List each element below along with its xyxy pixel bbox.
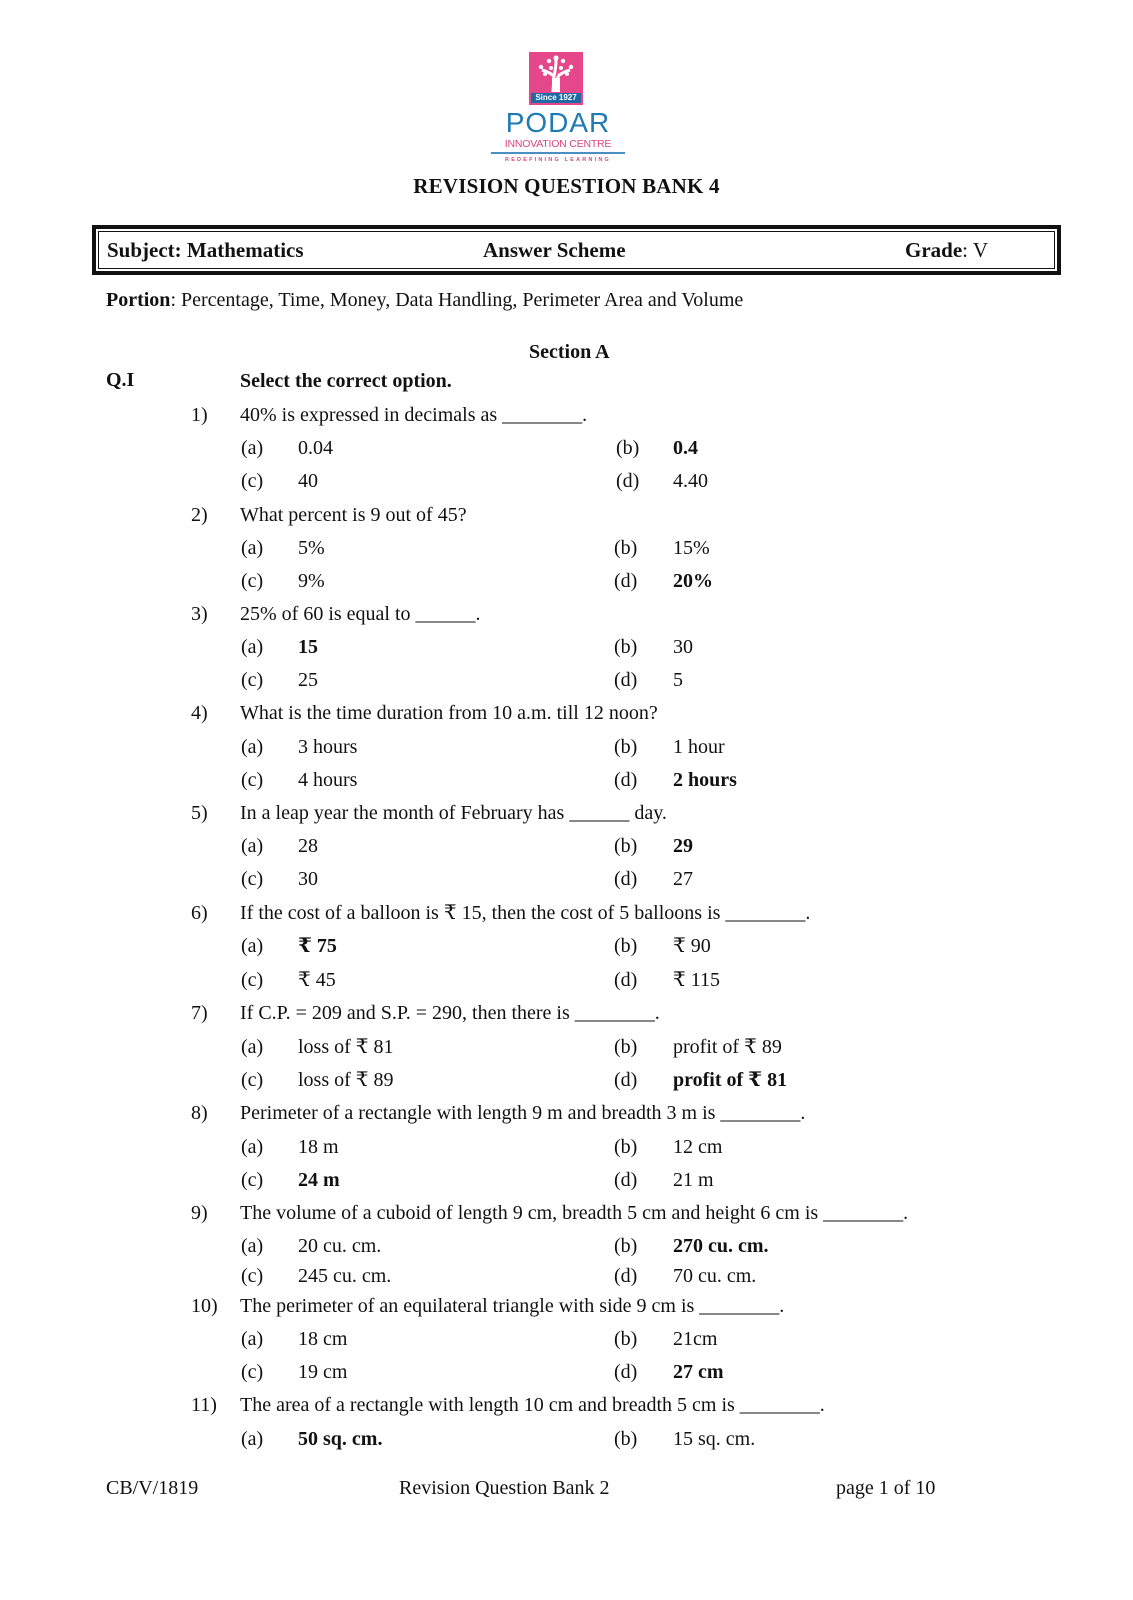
option-label: (b) <box>614 1328 638 1350</box>
option-text-correct: 2 hours <box>673 769 737 791</box>
question-text: 25% of 60 is equal to ______. <box>240 603 481 625</box>
option-label: (c) <box>241 769 264 791</box>
footer-title: Revision Question Bank 2 <box>399 1477 610 1499</box>
grade-label: Grade <box>905 238 963 262</box>
question-text: What is the time duration from 10 a.m. till 12 noon? <box>240 702 658 724</box>
option-text: 18 cm <box>298 1328 348 1350</box>
option-label: (b) <box>614 1235 638 1257</box>
question-number: 1) <box>191 404 208 426</box>
question-text: What percent is 9 out of 45? <box>240 504 467 526</box>
option-text: 25 <box>298 669 318 691</box>
question-text: If the cost of a balloon is ₹ 15, then the cost of 5 balloons is ________. <box>240 902 811 924</box>
option-label: (b) <box>614 636 638 658</box>
option-label: (d) <box>614 570 638 592</box>
option-text-correct: 29 <box>673 835 693 857</box>
option-label: (a) <box>241 935 264 957</box>
portion <box>106 289 743 312</box>
question-number: 9) <box>191 1202 208 1224</box>
option-label: (c) <box>241 1069 264 1091</box>
option-label: (b) <box>614 537 638 559</box>
page-number: page 1 of 10 <box>836 1477 936 1499</box>
question-text: In a leap year the month of February has ______ day. <box>240 802 667 824</box>
option-text: 1 hour <box>673 736 725 758</box>
option-text-correct: 15 <box>298 636 318 658</box>
option-text: 5% <box>298 537 325 559</box>
option-text: loss of ₹ 81 <box>298 1036 394 1058</box>
question-number: 10) <box>191 1295 218 1317</box>
option-label: (c) <box>241 669 264 691</box>
option-text: 15 sq. cm. <box>673 1428 756 1450</box>
option-text: 20 cu. cm. <box>298 1235 382 1257</box>
option-label: (d) <box>614 1169 638 1191</box>
option-text: 19 cm <box>298 1361 348 1383</box>
option-label: (a) <box>241 537 264 559</box>
question-number: 5) <box>191 802 208 824</box>
option-label: (c) <box>241 470 264 492</box>
option-text: 18 m <box>298 1136 339 1158</box>
answer-scheme-label: Answer Scheme <box>483 238 626 262</box>
logo-emblem <box>529 52 583 105</box>
question-text: The perimeter of an equilateral triangle with side 9 cm is ________. <box>240 1295 785 1317</box>
option-text: 21 m <box>673 1169 714 1191</box>
option-text-correct: 27 cm <box>673 1361 724 1383</box>
option-text-correct: 270 cu. cm. <box>673 1235 769 1257</box>
logo-name: PODAR <box>505 107 611 138</box>
option-text-correct: 24 m <box>298 1169 340 1191</box>
option-label: (a) <box>241 736 264 758</box>
option-text: 21cm <box>673 1328 718 1350</box>
portion-label: Portion <box>106 289 171 311</box>
logo-tagline: REDEFINING LEARNING <box>505 157 611 163</box>
option-label: (d) <box>614 1069 638 1091</box>
option-label: (d) <box>614 769 638 791</box>
option-text: ₹ 45 <box>298 969 336 991</box>
question-number: 7) <box>191 1002 208 1024</box>
option-label: (c) <box>241 1361 264 1383</box>
option-text-correct: profit of ₹ 81 <box>673 1069 788 1091</box>
option-label: (a) <box>241 1036 264 1058</box>
option-text: loss of ₹ 89 <box>298 1069 394 1091</box>
subject-label: Subject: Mathematics <box>107 238 304 262</box>
option-label: (a) <box>241 1428 264 1450</box>
option-label: (a) <box>241 1328 264 1350</box>
question-text: If C.P. = 209 and S.P. = 290, then there is ________. <box>240 1002 660 1024</box>
option-text: 30 <box>673 636 693 658</box>
option-label: (d) <box>614 969 638 991</box>
option-text: 9% <box>298 570 325 592</box>
podar-logo <box>488 48 628 168</box>
document-title: REVISION QUESTION BANK 4 <box>413 174 720 198</box>
option-label: (d) <box>614 1265 638 1287</box>
option-label: (d) <box>616 470 640 492</box>
option-text: ₹ 115 <box>673 969 720 991</box>
option-label: (a) <box>241 835 264 857</box>
option-label: (b) <box>616 437 640 459</box>
option-label: (b) <box>614 1036 638 1058</box>
option-text: 3 hours <box>298 736 358 758</box>
option-text: 4 hours <box>298 769 358 791</box>
question-number: 4) <box>191 702 208 724</box>
option-label: (c) <box>241 1265 264 1287</box>
option-text-correct: 20% <box>673 570 713 592</box>
option-label: (a) <box>241 1235 264 1257</box>
option-label: (a) <box>241 1136 264 1158</box>
option-text: profit of ₹ 89 <box>673 1036 782 1058</box>
footer-code: CB/V/1819 <box>106 1477 199 1499</box>
tree-icon <box>529 52 583 94</box>
question-text: The volume of a cuboid of length 9 cm, breadth 5 cm and height 6 cm is ________. <box>240 1202 909 1224</box>
option-label: (b) <box>614 736 638 758</box>
option-text: 27 <box>673 868 693 890</box>
question-number: 2) <box>191 504 208 526</box>
option-text: 245 cu. cm. <box>298 1265 392 1287</box>
option-label: (c) <box>241 570 264 592</box>
option-label: (c) <box>241 868 264 890</box>
option-label: (d) <box>614 1361 638 1383</box>
option-text-correct: 50 sq. cm. <box>298 1428 383 1450</box>
option-text: ₹ 90 <box>673 935 711 957</box>
grade-value: : V <box>962 238 989 262</box>
question-text: The area of a rectangle with length 10 cm and breadth 5 cm is ________. <box>240 1394 825 1416</box>
option-text: 12 cm <box>673 1136 723 1158</box>
section-title: Section A <box>529 341 610 363</box>
question-number: 6) <box>191 902 208 924</box>
option-text: 40 <box>298 470 318 492</box>
logo-divider <box>491 152 625 154</box>
option-text: 30 <box>298 868 318 890</box>
option-label: (c) <box>241 1169 264 1191</box>
question-instruction: Select the correct option. <box>240 370 452 392</box>
option-text: 0.04 <box>298 437 333 459</box>
grade <box>905 239 988 261</box>
info-header-box <box>92 225 1061 275</box>
option-label: (b) <box>614 935 638 957</box>
portion-value: : Percentage, Time, Money, Data Handling, Perimeter Area and Volume <box>170 289 744 311</box>
option-text-correct: 0.4 <box>673 437 698 459</box>
question-text: 40% is expressed in decimals as ________. <box>240 404 588 426</box>
option-text-correct: ₹ 75 <box>298 935 337 957</box>
question-group-number: Q.I <box>106 369 135 391</box>
option-text: 15% <box>673 537 710 559</box>
option-label: (b) <box>614 835 638 857</box>
option-text: 70 cu. cm. <box>673 1265 757 1287</box>
option-label: (a) <box>241 636 264 658</box>
option-text: 5 <box>673 669 683 691</box>
option-label: (a) <box>241 437 264 459</box>
logo-since: Since 1927 <box>531 93 581 103</box>
option-label: (c) <box>241 969 264 991</box>
option-label: (d) <box>614 868 638 890</box>
question-number: 3) <box>191 603 208 625</box>
option-label: (d) <box>614 669 638 691</box>
question-number: 8) <box>191 1102 208 1124</box>
option-text: 28 <box>298 835 318 857</box>
option-text: 4.40 <box>673 470 708 492</box>
question-text: Perimeter of a rectangle with length 9 m and breadth 3 m is ________. <box>240 1102 806 1124</box>
question-number: 11) <box>191 1394 217 1416</box>
logo-subtitle: INNOVATION CENTRE <box>504 138 612 150</box>
option-label: (b) <box>614 1428 638 1450</box>
option-label: (b) <box>614 1136 638 1158</box>
